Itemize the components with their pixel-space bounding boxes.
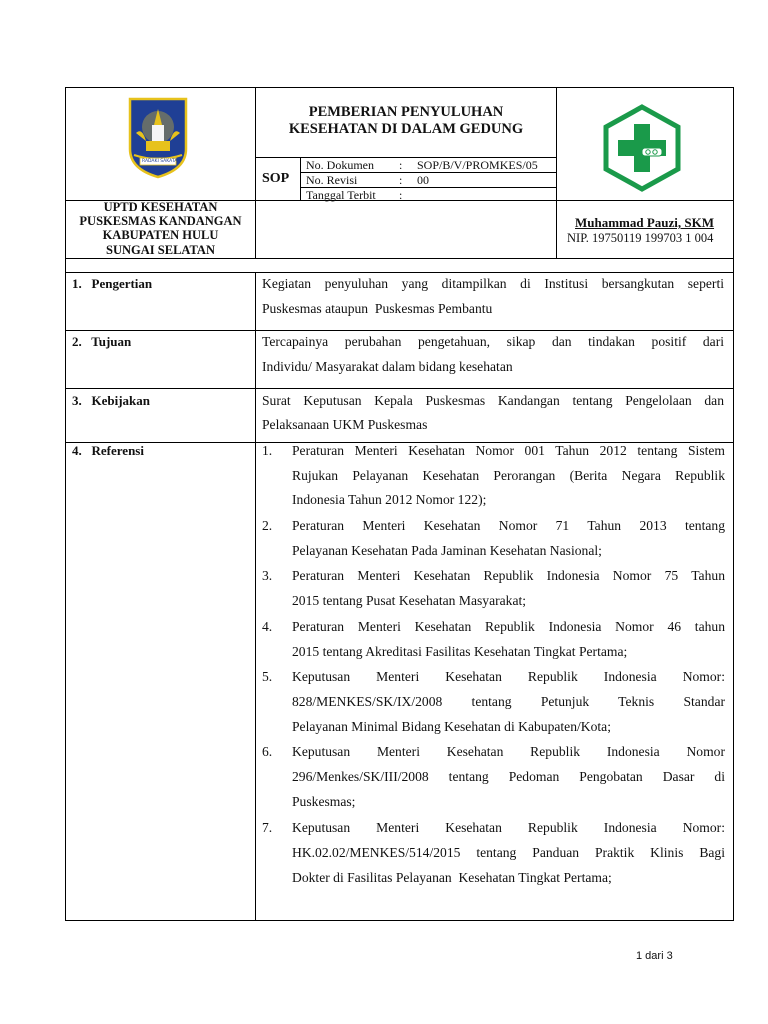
document-title [256,104,556,138]
sop-label: SOP [262,171,290,186]
list-item-line: Rujukan Pelayanan Kesehatan Perorangan (Berita Negara Republik [292,468,725,483]
section-label-pengertian: 1. Pengertian [72,276,153,291]
kebijakan-text-line-2: Pelaksanaan UKM Puskesmas [262,417,428,432]
title-line-1: PEMBERIAN PENYULUHAN [308,104,504,120]
list-item-line: Indonesia Tahun 2012 Nomor 122); [292,492,487,507]
list-item-line: 828/MENKES/SK/IX/2008 tentang Petunjuk Teknis Standar [292,694,725,709]
list-item-line: Pelayanan Minimal Bidang Kesehatan di Kabupaten/Kota; [292,719,611,734]
org-line-1: UPTD KESEHATAN [103,200,218,214]
org-line-3: KABUPATEN HULU [102,228,219,243]
list-item-line: 2015 tentang Pusat Kesehatan Masyarakat; [292,593,527,608]
list-item-line: Puskesmas; [292,794,356,809]
tujuan-text-line-1: Tercapainya perubahan pengetahuan, sikap dan tindakan positif dari [262,334,724,349]
list-item-line: Keputusan Menteri Kesehatan Republik Indonesia Nomor: [292,820,725,835]
list-item-line: 2015 tentang Akreditasi Fasilitas Kesehatan Tingkat Pertama; [292,644,628,659]
list-item-line: Peraturan Menteri Kesehatan Nomor 001 Tahun 2012 tentang Sistem [292,443,725,458]
list-item-number: 4. [262,619,273,634]
doc-no-colon: : [399,158,403,172]
title-line-2: KESEHATAN DI DALAM GEDUNG [288,121,524,137]
list-item-number: 1. [262,443,273,458]
puskesmas-logo [602,104,682,192]
list-item-line: Keputusan Menteri Kesehatan Republik Indonesia Nomor: [292,669,725,684]
organization-name [66,200,255,257]
emblem-ribbon-text: RADAKI SAKATAN [142,159,181,164]
doc-no-value: SOP/B/V/PROMKES/05 [417,158,538,172]
list-item-line: Peraturan Menteri Kesehatan Nomor 71 Tahun 2013 tentang [292,518,725,533]
revision-label: No. Revisi [306,173,358,187]
list-item-line: HK.02.02/MENKES/514/2015 tentang Panduan Praktik Klinis Bagi [292,845,725,860]
list-item-number: 5. [262,669,273,684]
list-item-line: Keputusan Menteri Kesehatan Republik Indonesia Nomor [292,744,725,759]
signer-nip: NIP. 19750119 199703 1 004 [567,231,714,245]
list-item-number: 3. [262,568,273,583]
section-label-tujuan: 2. Tujuan [72,334,132,349]
doc-no-label: No. Dokumen [306,158,374,172]
section-label-referensi: 4. Referensi [72,443,144,458]
list-item-number: 7. [262,820,273,835]
list-item-line: Pelayanan Kesehatan Pada Jaminan Kesehatan Nasional; [292,543,602,558]
list-item-line: Peraturan Menteri Kesehatan Republik Indonesia Nomor 75 Tahun [292,568,725,583]
list-item-line: Dokter di Fasilitas Pelayanan Kesehatan Tingkat Pertama; [292,870,612,885]
list-item-line: 296/Menkes/SK/III/2008 tentang Pedoman Pengobatan Dasar di [292,769,725,784]
revision-value: 00 [417,173,429,187]
tujuan-text-line-2: Individu/ Masyarakat dalam bidang kesehatan [262,359,513,374]
issue-date-label: Tanggal Terbit [306,188,376,202]
page-number: 1 dari 3 [636,950,673,962]
pengertian-text-line-2: Puskesmas ataupun Puskesmas Pembantu [262,301,493,316]
list-item-line: Peraturan Menteri Kesehatan Republik Indonesia Nomor 46 tahun [292,619,725,634]
issue-date-colon: : [399,188,403,202]
kebijakan-text-line-1: Surat Keputusan Kepala Puskesmas Kandangan tentang Pengelolaan dan [262,393,724,408]
org-line-4: SUNGAI SELATAN [106,242,215,257]
pengertian-text-line-1: Kegiatan penyuluhan yang ditampilkan di Institusi bersangkutan seperti [262,276,724,291]
list-item-number: 6. [262,744,273,759]
revision-colon: : [399,173,403,187]
regency-emblem [126,97,190,179]
section-label-kebijakan: 3. Kebijakan [72,393,151,408]
org-line-2: PUSKESMAS KANDANGAN [79,214,242,229]
signer-name: Muhammad Pauzi, SKM [575,215,715,230]
list-item-number: 2. [262,518,273,533]
